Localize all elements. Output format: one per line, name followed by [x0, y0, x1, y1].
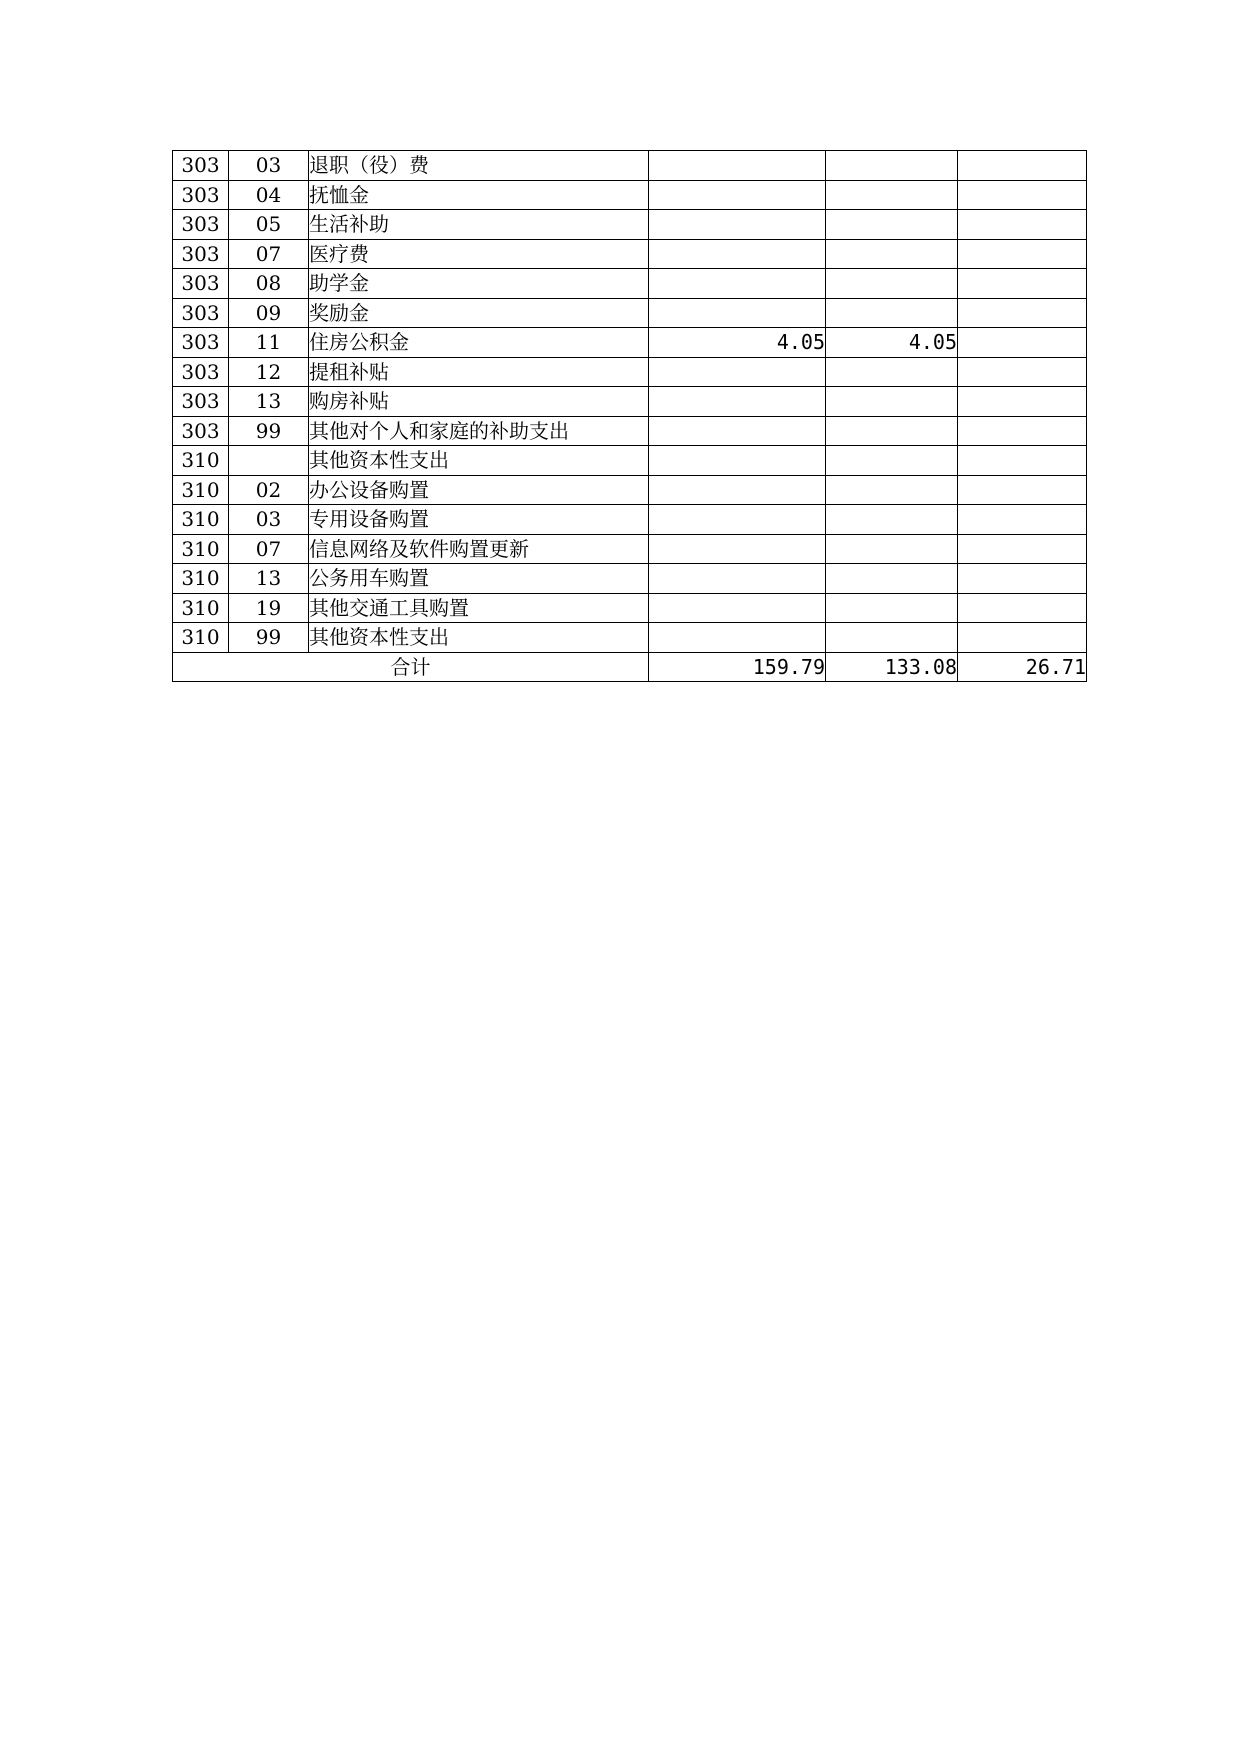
item-name-cell: 生活补助 — [309, 210, 649, 240]
item-code-cell: 09 — [229, 298, 309, 328]
item-code-cell: 11 — [229, 328, 309, 358]
total-amount-cell — [649, 210, 826, 240]
table-row — [173, 269, 1087, 299]
item-code-cell: 13 — [229, 387, 309, 417]
total-amount-cell — [649, 357, 826, 387]
table-row — [173, 534, 1087, 564]
category-code-cell: 303 — [173, 210, 229, 240]
item-code-cell: 02 — [229, 475, 309, 505]
project-amount-cell — [958, 180, 1087, 210]
item-code-cell: 07 — [229, 239, 309, 269]
category-code-cell: 303 — [173, 151, 229, 181]
basic-amount-cell — [826, 239, 958, 269]
project-amount-cell — [958, 534, 1087, 564]
basic-amount-cell — [826, 269, 958, 299]
basic-amount-cell — [826, 534, 958, 564]
total-amount-cell — [649, 416, 826, 446]
project-amount-cell — [958, 623, 1087, 653]
table-row — [173, 475, 1087, 505]
basic-amount-cell — [826, 446, 958, 476]
item-code-cell: 19 — [229, 593, 309, 623]
total-amount-cell — [649, 151, 826, 181]
table-row — [173, 210, 1087, 240]
total-amount-cell — [649, 475, 826, 505]
item-name-cell: 其他资本性支出 — [309, 623, 649, 653]
item-code-cell: 08 — [229, 269, 309, 299]
expenditure-table — [172, 150, 1087, 682]
category-code-cell: 303 — [173, 298, 229, 328]
project-amount-cell — [958, 475, 1087, 505]
category-code-cell: 310 — [173, 534, 229, 564]
project-amount-cell — [958, 151, 1087, 181]
category-code-cell: 303 — [173, 387, 229, 417]
item-code-cell: 07 — [229, 534, 309, 564]
project-amount-cell — [958, 505, 1087, 535]
total-row — [173, 652, 1087, 682]
item-code-cell: 99 — [229, 416, 309, 446]
total-amount-cell — [649, 239, 826, 269]
total-amount-cell — [649, 387, 826, 417]
total-amount-cell — [649, 269, 826, 299]
table-row — [173, 416, 1087, 446]
category-code-cell: 310 — [173, 564, 229, 594]
item-name-cell: 购房补贴 — [309, 387, 649, 417]
item-code-cell: 13 — [229, 564, 309, 594]
total-amount-cell — [649, 180, 826, 210]
basic-amount-cell — [826, 623, 958, 653]
table-body — [173, 151, 1087, 682]
table-row — [173, 180, 1087, 210]
category-code-cell: 310 — [173, 475, 229, 505]
item-name-cell: 奖励金 — [309, 298, 649, 328]
project-amount-cell — [958, 298, 1087, 328]
item-name-cell: 抚恤金 — [309, 180, 649, 210]
basic-amount-cell — [826, 387, 958, 417]
item-name-cell: 专用设备购置 — [309, 505, 649, 535]
project-total-cell: 26.71 — [958, 652, 1087, 682]
item-name-cell: 住房公积金 — [309, 328, 649, 358]
basic-amount-cell — [826, 564, 958, 594]
category-code-cell: 303 — [173, 269, 229, 299]
table-row — [173, 357, 1087, 387]
project-amount-cell — [958, 210, 1087, 240]
item-code-cell — [229, 446, 309, 476]
project-amount-cell — [958, 387, 1087, 417]
item-name-cell: 医疗费 — [309, 239, 649, 269]
total-amount-cell — [649, 505, 826, 535]
basic-amount-cell — [826, 298, 958, 328]
basic-amount-cell — [826, 151, 958, 181]
total-amount-cell: 4.05 — [649, 328, 826, 358]
project-amount-cell — [958, 239, 1087, 269]
basic-amount-cell: 4.05 — [826, 328, 958, 358]
item-name-cell: 提租补贴 — [309, 357, 649, 387]
basic-total-cell: 133.08 — [826, 652, 958, 682]
item-code-cell: 03 — [229, 505, 309, 535]
total-label-cell: 合计 — [173, 652, 649, 682]
category-code-cell: 303 — [173, 328, 229, 358]
project-amount-cell — [958, 328, 1087, 358]
basic-amount-cell — [826, 505, 958, 535]
category-code-cell: 310 — [173, 446, 229, 476]
table-row — [173, 328, 1087, 358]
category-code-cell: 303 — [173, 180, 229, 210]
total-amount-cell — [649, 623, 826, 653]
project-amount-cell — [958, 416, 1087, 446]
item-name-cell: 其他交通工具购置 — [309, 593, 649, 623]
project-amount-cell — [958, 593, 1087, 623]
item-code-cell: 99 — [229, 623, 309, 653]
item-name-cell: 办公设备购置 — [309, 475, 649, 505]
total-amount-cell — [649, 534, 826, 564]
category-code-cell: 303 — [173, 416, 229, 446]
total-amount-cell — [649, 593, 826, 623]
total-amount-cell — [649, 564, 826, 594]
basic-amount-cell — [826, 475, 958, 505]
basic-amount-cell — [826, 416, 958, 446]
grand-total-cell: 159.79 — [649, 652, 826, 682]
table-row — [173, 623, 1087, 653]
basic-amount-cell — [826, 180, 958, 210]
table-row — [173, 239, 1087, 269]
table-row — [173, 298, 1087, 328]
table-row — [173, 446, 1087, 476]
total-amount-cell — [649, 446, 826, 476]
basic-amount-cell — [826, 593, 958, 623]
item-name-cell: 助学金 — [309, 269, 649, 299]
table-row — [173, 505, 1087, 535]
category-code-cell: 310 — [173, 593, 229, 623]
table-row — [173, 151, 1087, 181]
category-code-cell: 310 — [173, 623, 229, 653]
project-amount-cell — [958, 564, 1087, 594]
total-amount-cell — [649, 298, 826, 328]
item-name-cell: 公务用车购置 — [309, 564, 649, 594]
item-code-cell: 05 — [229, 210, 309, 240]
item-name-cell: 其他对个人和家庭的补助支出 — [309, 416, 649, 446]
project-amount-cell — [958, 269, 1087, 299]
table-row — [173, 387, 1087, 417]
table-row — [173, 564, 1087, 594]
item-name-cell: 其他资本性支出 — [309, 446, 649, 476]
project-amount-cell — [958, 446, 1087, 476]
category-code-cell: 303 — [173, 357, 229, 387]
basic-amount-cell — [826, 357, 958, 387]
basic-amount-cell — [826, 210, 958, 240]
category-code-cell: 310 — [173, 505, 229, 535]
category-code-cell: 303 — [173, 239, 229, 269]
item-name-cell: 退职（役）费 — [309, 151, 649, 181]
table-row — [173, 593, 1087, 623]
item-name-cell: 信息网络及软件购置更新 — [309, 534, 649, 564]
item-code-cell: 04 — [229, 180, 309, 210]
item-code-cell: 12 — [229, 357, 309, 387]
project-amount-cell — [958, 357, 1087, 387]
item-code-cell: 03 — [229, 151, 309, 181]
